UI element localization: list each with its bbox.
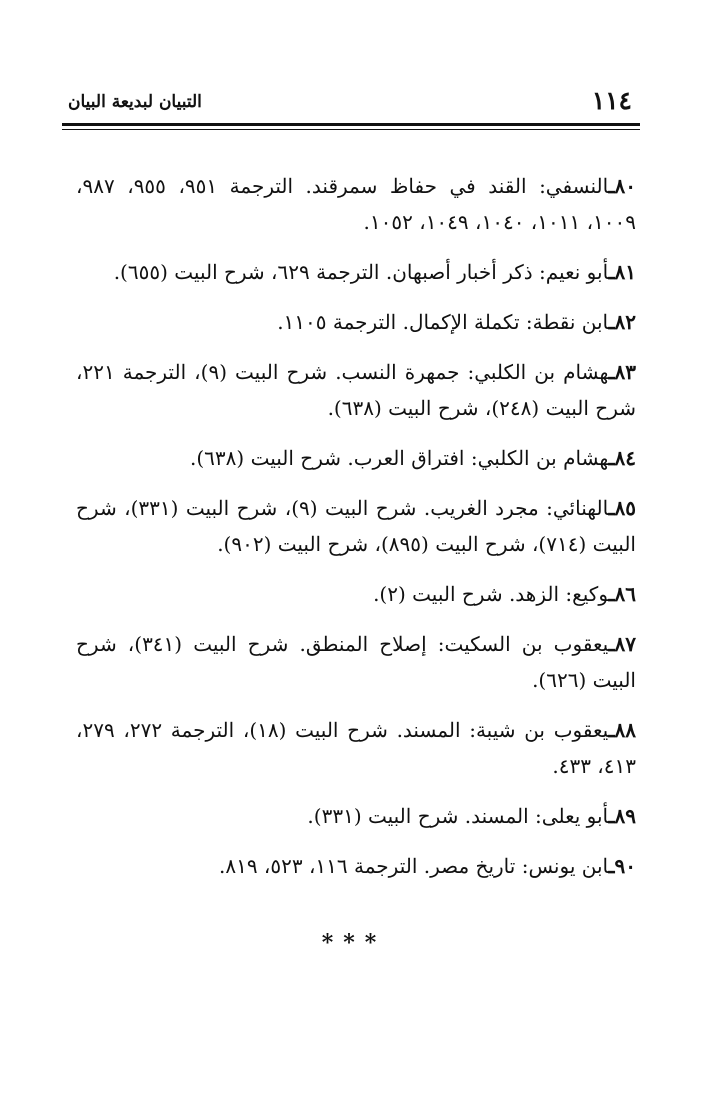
entry-number: ٩٠ـ — [608, 854, 636, 878]
entry-number: ٨٧ـ — [608, 632, 636, 656]
entry-number: ٨٨ـ — [608, 718, 637, 742]
list-item — [76, 576, 636, 612]
entry-text: هشام بن الكلبي: افتراق العرب. شرح البيت (٦٣٨). — [190, 446, 609, 470]
header-rule-thick — [62, 123, 640, 126]
entry-number: ٨٦ـ — [608, 582, 636, 606]
entry-number: ٨٠ـ — [608, 174, 637, 198]
running-title: التبيان لبديعة البيان — [68, 92, 202, 112]
entry-number: ٨٣ـ — [608, 360, 637, 384]
entry-text: يعقوب بن السكيت: إصلاح المنطق. شرح البيت (٣٤١)، شرح البيت (٦٢٦). — [76, 632, 636, 692]
list-item — [76, 626, 636, 698]
entry-number: ٨٥ـ — [608, 496, 637, 520]
section-end-ornament: *** — [321, 930, 387, 956]
entry-number: ٨١ـ — [608, 260, 636, 284]
entry-text: ابن يونس: تاريخ مصر. الترجمة ١١٦، ٥٢٣، ٨١٩. — [218, 854, 609, 878]
list-item — [76, 712, 636, 784]
entry-text: أبو يعلى: المسند. شرح البيت (٣٣١). — [307, 804, 609, 828]
list-item — [76, 254, 636, 290]
list-item — [76, 798, 636, 834]
entry-text: هشام بن الكلبي: جمهرة النسب. شرح البيت (٩)، الترجمة ٢٢١، شرح البيت (٢٤٨)، شرح البيت (٦٣٨). — [76, 360, 636, 420]
list-item — [76, 440, 636, 476]
entry-text: يعقوب بن شيبة: المسند. شرح البيت (١٨)، الترجمة ٢٧٢، ٢٧٩، ٤١٣، ٤٣٣. — [76, 718, 636, 778]
list-item — [76, 168, 636, 240]
list-item — [76, 304, 636, 340]
entry-text: أبو نعيم: ذكر أخبار أصبهان. الترجمة ٦٢٩، شرح البيت (٦٥٥). — [113, 260, 609, 284]
entry-number: ٨٩ـ — [608, 804, 636, 828]
entry-text: وكيع: الزهد. شرح البيت (٢). — [373, 582, 609, 606]
entry-text: ابن نقطة: تكملة الإكمال. الترجمة ١١٠٥. — [277, 310, 609, 334]
entry-text: النسفي: القند في حفاظ سمرقند. الترجمة ٩٥١، ٩٥٥، ٩٨٧، ١٠٠٩، ١٠١١، ١٠٤٠، ١٠٤٩، ١٠٥٢. — [76, 174, 636, 234]
list-item — [76, 490, 636, 562]
reference-list — [76, 168, 636, 898]
list-item — [76, 848, 636, 884]
list-item — [76, 354, 636, 426]
header-rule-thin — [62, 129, 640, 130]
page-number: ١١٤ — [591, 86, 632, 115]
page-header — [60, 84, 640, 124]
entry-number: ٨٤ـ — [608, 446, 636, 470]
entry-number: ٨٢ـ — [608, 310, 636, 334]
entry-text: الهنائي: مجرد الغريب. شرح البيت (٩)، شرح البيت (٣٣١)، شرح البيت (٧١٤)، شرح البيت (٨٩٥)، شرح البيت (٩٠٢). — [76, 496, 636, 556]
